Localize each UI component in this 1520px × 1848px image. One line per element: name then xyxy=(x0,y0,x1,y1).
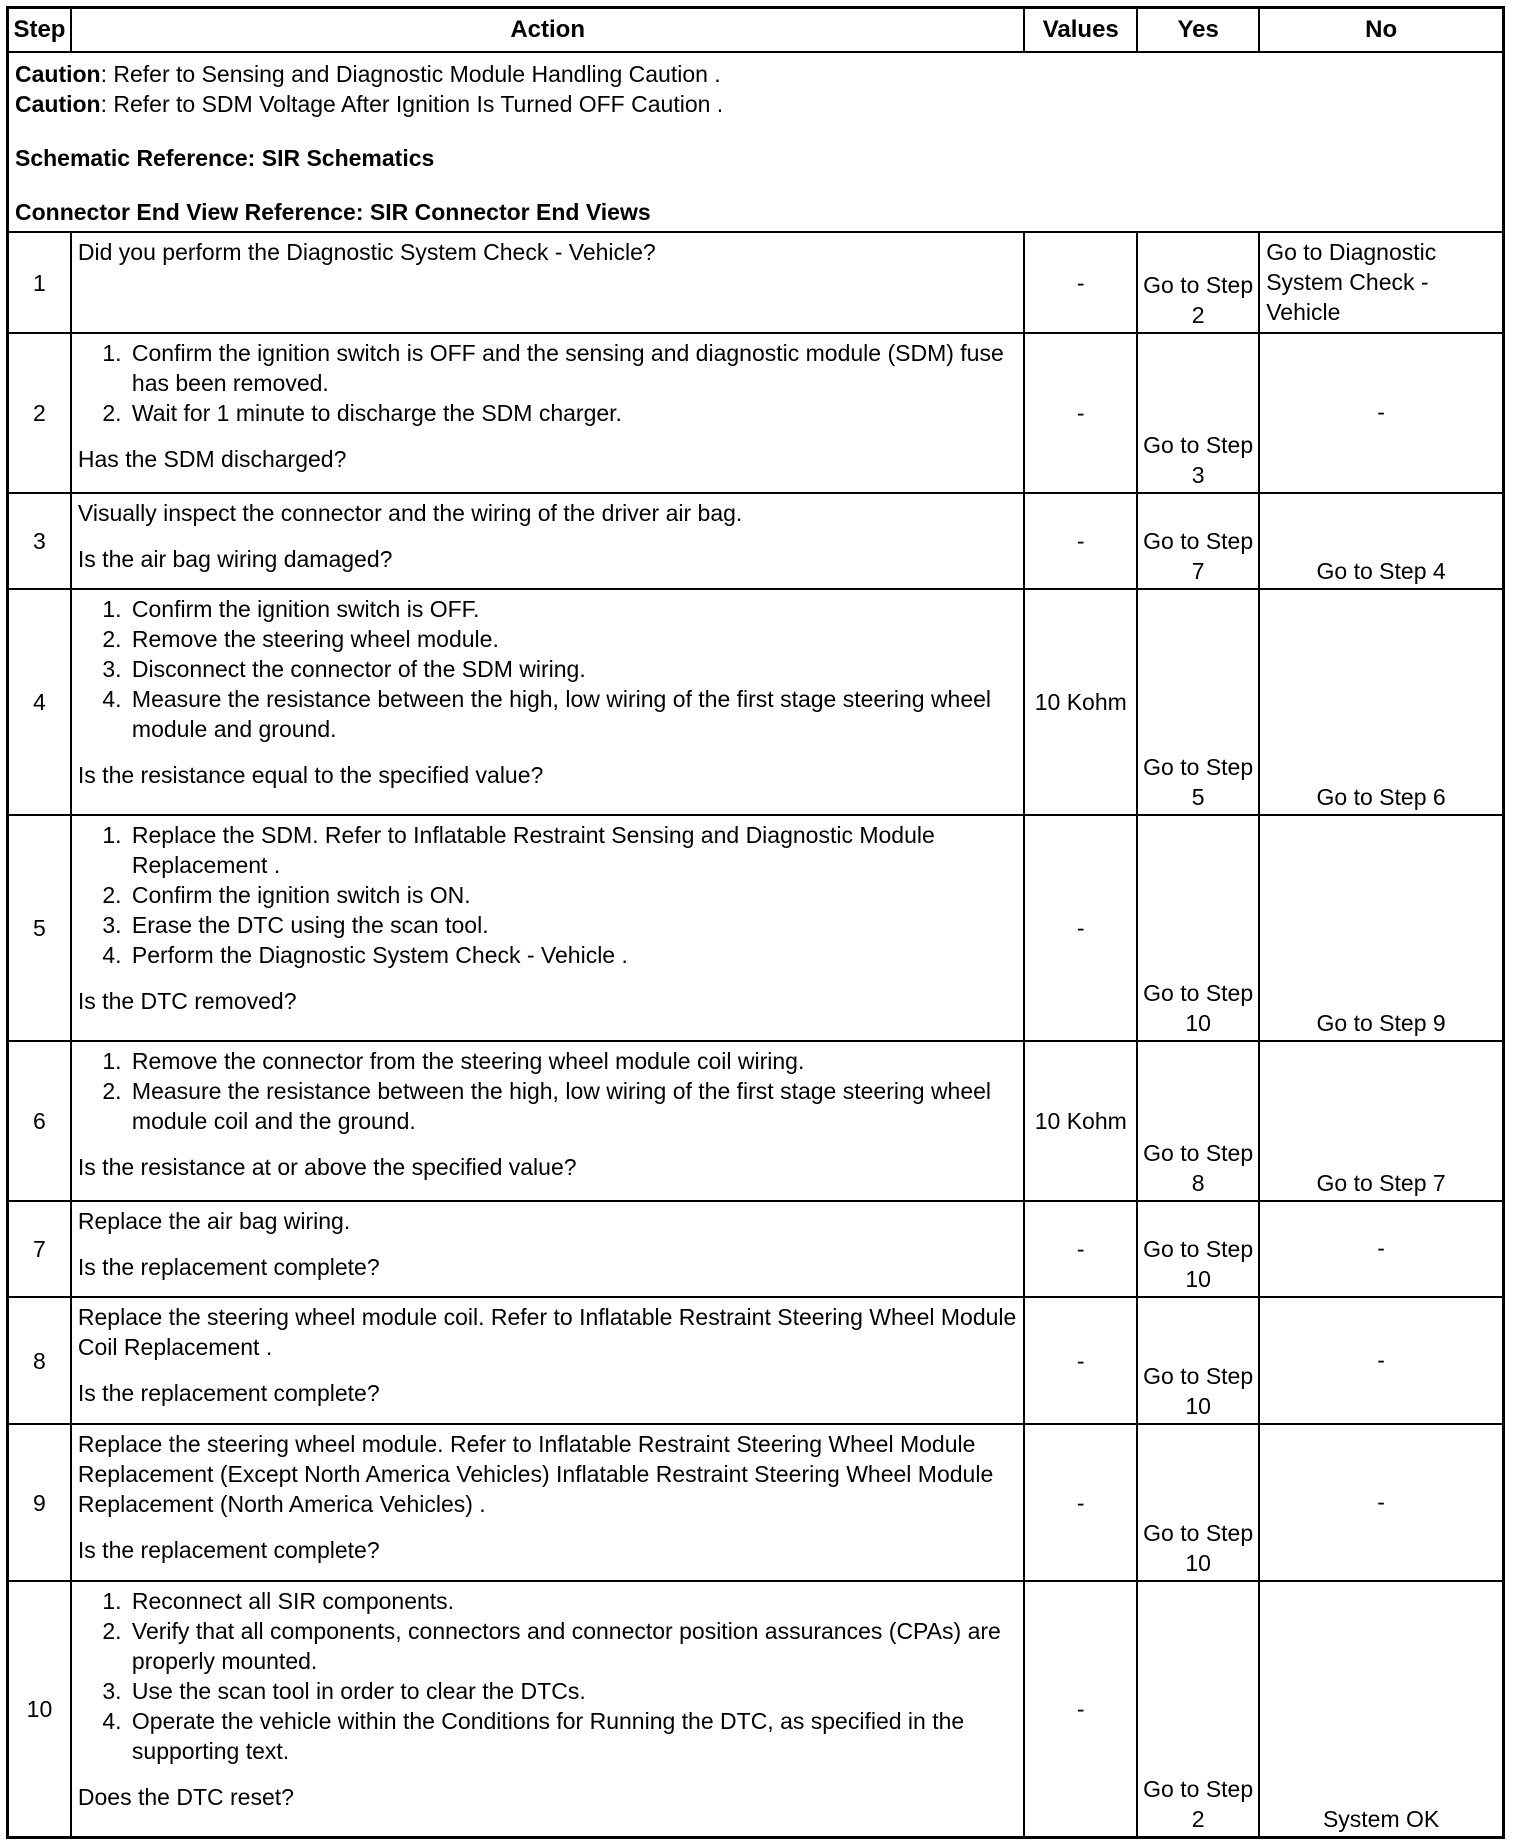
list-item: 4. Measure the resistance between the high, low wiring of the first stage steering wheel module and ground. xyxy=(128,684,1017,744)
table-row xyxy=(8,493,1504,589)
step-yes: Go to Step 10 xyxy=(1137,1201,1259,1297)
step-question: Is the air bag wiring damaged? xyxy=(77,546,393,572)
step-question: Is the DTC removed? xyxy=(77,988,297,1014)
step-yes: Go to Step 2 xyxy=(1137,232,1259,333)
step-action xyxy=(71,589,1024,815)
schematic-reference: Schematic Reference: SIR Schematics xyxy=(15,145,435,171)
step-list xyxy=(78,338,1017,428)
step-intro: Replace the steering wheel module. Refer to Inflatable Restraint Steering Wheel Module Replacement (Except North America Vehicles) Inflatable Restraint Steering Wheel Module Replacement (North America Vehicles) . xyxy=(77,1431,994,1517)
list-item: 2. Verify that all components, connectors and connector position assurances (CPAs) are properly mounted. xyxy=(128,1616,1017,1676)
step-value: - xyxy=(1024,1581,1137,1837)
caution-text: : Refer to Sensing and Diagnostic Module Handling Caution . xyxy=(100,61,721,87)
step-intro: Replace the air bag wiring. xyxy=(77,1208,351,1234)
step-action xyxy=(71,333,1024,493)
caution-text: : Refer to SDM Voltage After Ignition Is Turned OFF Caution . xyxy=(100,91,724,117)
step-value: - xyxy=(1024,1201,1137,1297)
step-question: Is the replacement complete? xyxy=(77,1537,380,1563)
step-value: 10 Kohm xyxy=(1024,589,1137,815)
list-item: 2. Wait for 1 minute to discharge the SDM charger. xyxy=(128,398,1017,428)
step-no: - xyxy=(1259,1297,1503,1424)
caution-row xyxy=(8,52,1504,232)
step-value: - xyxy=(1024,1297,1137,1424)
step-list xyxy=(78,820,1017,970)
list-item: 3. Use the scan tool in order to clear the DTCs. xyxy=(128,1676,1017,1706)
header-row xyxy=(8,8,1504,53)
table-row xyxy=(8,1201,1504,1297)
header-step: Step xyxy=(8,8,71,53)
step-action xyxy=(71,1041,1024,1201)
step-action xyxy=(71,232,1024,333)
step-action xyxy=(71,815,1024,1041)
step-question: Is the replacement complete? xyxy=(77,1380,380,1406)
step-intro: Replace the steering wheel module coil. Refer to Inflatable Restraint Steering Wheel Module Coil Replacement . xyxy=(77,1304,1017,1360)
header-yes: Yes xyxy=(1137,8,1259,53)
caution-cell xyxy=(8,52,1504,232)
step-no: - xyxy=(1259,1424,1503,1581)
step-no: Go to Step 7 xyxy=(1259,1041,1503,1201)
step-list xyxy=(78,594,1017,744)
step-number: 9 xyxy=(8,1424,71,1581)
header-values: Values xyxy=(1024,8,1137,53)
connector-end-view-reference: Connector End View Reference: SIR Connector End Views xyxy=(15,199,651,225)
step-question: Is the resistance at or above the specified value? xyxy=(77,1154,577,1180)
step-yes: Go to Step 3 xyxy=(1137,333,1259,493)
step-number: 5 xyxy=(8,815,71,1041)
table-row xyxy=(8,1424,1504,1581)
step-yes: Go to Step 10 xyxy=(1137,1297,1259,1424)
table-row xyxy=(8,1581,1504,1837)
step-value: - xyxy=(1024,1424,1137,1581)
table-row xyxy=(8,1041,1504,1201)
header-no: No xyxy=(1259,8,1503,53)
step-action xyxy=(71,1424,1024,1581)
table-row xyxy=(8,1297,1504,1424)
caution-line xyxy=(15,89,1496,119)
diagnostic-table xyxy=(6,6,1505,1839)
step-action xyxy=(71,493,1024,589)
step-question: Does the DTC reset? xyxy=(77,1784,294,1810)
diagnostic-table-sheet xyxy=(6,6,1505,1839)
step-no: - xyxy=(1259,333,1503,493)
step-value: - xyxy=(1024,493,1137,589)
step-value: - xyxy=(1024,815,1137,1041)
step-question: Is the resistance equal to the specified value? xyxy=(77,762,544,788)
step-action xyxy=(71,1201,1024,1297)
step-number: 10 xyxy=(8,1581,71,1837)
step-number: 4 xyxy=(8,589,71,815)
list-item: 1. Confirm the ignition switch is OFF. xyxy=(128,594,1017,624)
step-action xyxy=(71,1581,1024,1837)
caution-label: Caution xyxy=(15,61,101,87)
step-no: Go to Step 6 xyxy=(1259,589,1503,815)
step-list xyxy=(78,1586,1017,1766)
step-list xyxy=(78,1046,1017,1136)
step-number: 8 xyxy=(8,1297,71,1424)
caution-line xyxy=(15,59,1496,89)
step-number: 1 xyxy=(8,232,71,333)
step-yes: Go to Step 10 xyxy=(1137,815,1259,1041)
step-yes: Go to Step 2 xyxy=(1137,1581,1259,1837)
list-item: 1. Reconnect all SIR components. xyxy=(128,1586,1017,1616)
table-row xyxy=(8,815,1504,1041)
step-no: System OK xyxy=(1259,1581,1503,1837)
step-value: 10 Kohm xyxy=(1024,1041,1137,1201)
list-item: 2. Confirm the ignition switch is ON. xyxy=(128,880,1017,910)
step-intro: Visually inspect the connector and the wiring of the driver air bag. xyxy=(77,500,743,526)
step-yes: Go to Step 10 xyxy=(1137,1424,1259,1581)
header-action: Action xyxy=(71,8,1024,53)
list-item: 1. Confirm the ignition switch is OFF and the sensing and diagnostic module (SDM) fuse has been removed. xyxy=(128,338,1017,398)
step-number: 6 xyxy=(8,1041,71,1201)
step-number: 3 xyxy=(8,493,71,589)
step-question: Has the SDM discharged? xyxy=(77,446,347,472)
list-item: 2. Measure the resistance between the high, low wiring of the first stage steering wheel module coil and the ground. xyxy=(128,1076,1017,1136)
step-yes: Go to Step 7 xyxy=(1137,493,1259,589)
step-yes: Go to Step 5 xyxy=(1137,589,1259,815)
step-no: Go to Step 4 xyxy=(1259,493,1503,589)
table-row xyxy=(8,333,1504,493)
step-yes: Go to Step 8 xyxy=(1137,1041,1259,1201)
table-row xyxy=(8,232,1504,333)
step-no: Go to Diagnostic System Check - Vehicle xyxy=(1259,232,1503,333)
list-item: 3. Erase the DTC using the scan tool. xyxy=(128,910,1017,940)
caution-label: Caution xyxy=(15,91,101,117)
list-item: 1. Remove the connector from the steering wheel module coil wiring. xyxy=(128,1046,1017,1076)
table-row xyxy=(8,589,1504,815)
step-number: 2 xyxy=(8,333,71,493)
step-value: - xyxy=(1024,232,1137,333)
step-no: Go to Step 9 xyxy=(1259,815,1503,1041)
step-action xyxy=(71,1297,1024,1424)
step-value: - xyxy=(1024,333,1137,493)
step-number: 7 xyxy=(8,1201,71,1297)
step-question: Is the replacement complete? xyxy=(77,1254,380,1280)
step-no: - xyxy=(1259,1201,1503,1297)
list-item: 4. Perform the Diagnostic System Check - Vehicle . xyxy=(128,940,1017,970)
list-item: 2. Remove the steering wheel module. xyxy=(128,624,1017,654)
list-item: 3. Disconnect the connector of the SDM wiring. xyxy=(128,654,1017,684)
list-item: 1. Replace the SDM. Refer to Inflatable Restraint Sensing and Diagnostic Module Replacement . xyxy=(128,820,1017,880)
list-item: 4. Operate the vehicle within the Conditions for Running the DTC, as specified in the supporting text. xyxy=(128,1706,1017,1766)
step-intro: Did you perform the Diagnostic System Check - Vehicle? xyxy=(77,239,656,265)
